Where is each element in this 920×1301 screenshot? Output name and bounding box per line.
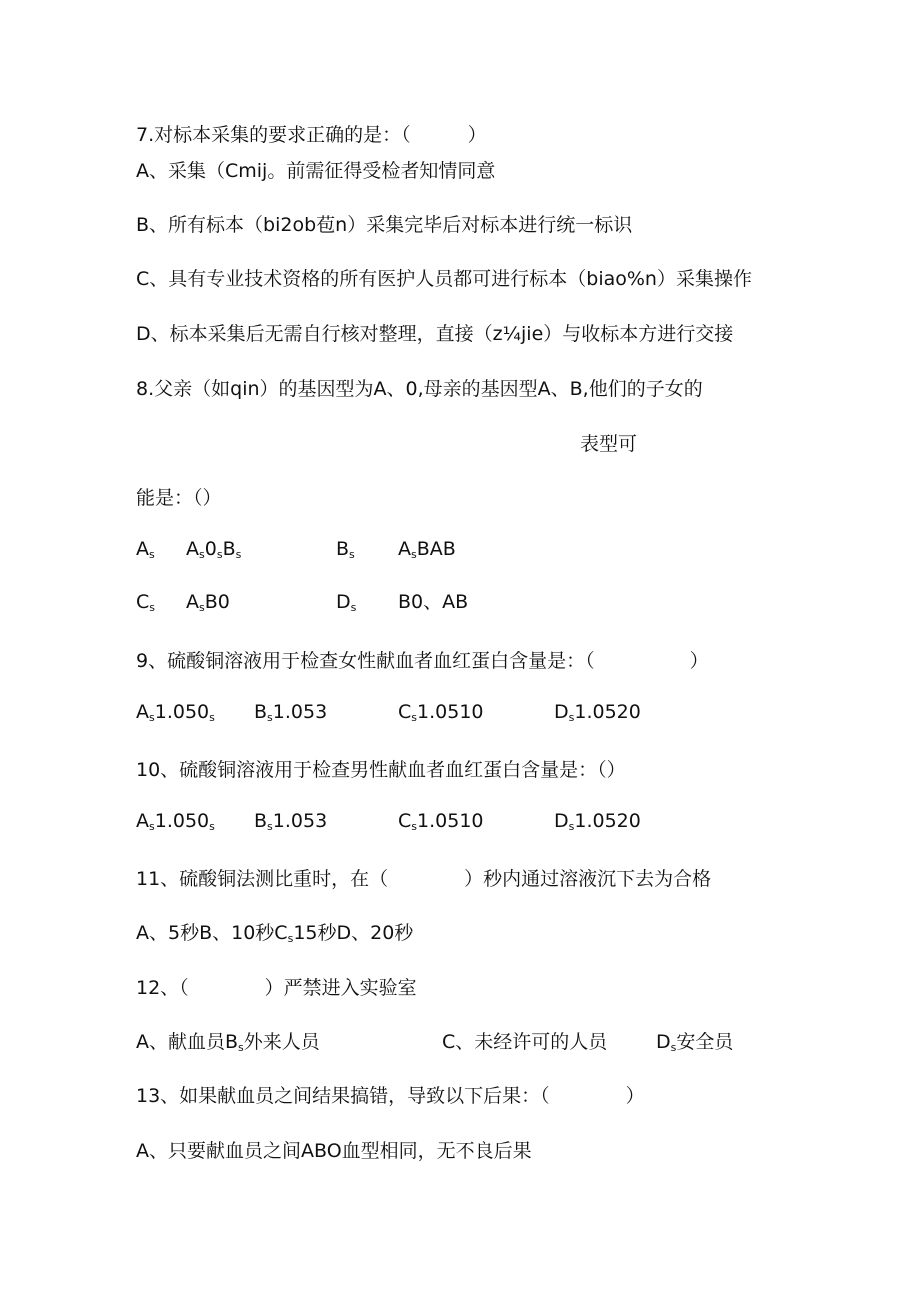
q10-option-b: $B_s1.053$ (254, 810, 328, 833)
question-8-part1: 8.父亲（如qin）的基因型为A、0,母亲的基因型A、B,他们的子女的 (136, 378, 703, 400)
q11-options: A、5秒B、10秒$C_s15$秒D、20秒 (136, 922, 414, 945)
q9-option-d: $D_s1.0520$ (554, 701, 641, 724)
q9-option-b: $B_s1.053$ (254, 701, 328, 724)
question-11: 11、硫酸铜法测比重时，在（ ）秒内通过溶液沉下去为合格 (136, 868, 712, 890)
q10-option-d: $D_s1.0520$ (554, 810, 641, 833)
q8-option-d-value: B0、AB (398, 591, 469, 613)
q7-option-b: B、所有标本（bi2ob苞n）采集完毕后对标本进行统一标识 (136, 214, 633, 236)
question-7: 7.对标本采集的要求正确的是：（ ） (136, 124, 487, 146)
q12-option-d: $D_s$安全员 (656, 1031, 734, 1054)
q8-option-b: $B_s$ (336, 538, 355, 561)
question-8-part3: 能是：（） (136, 487, 222, 509)
q8-option-a: $A_s$ (136, 538, 155, 561)
q10-option-c: $C_s1.0510$ (398, 810, 484, 833)
q12-option-a: A、献血员$B_s$外来人员 (136, 1031, 320, 1054)
q9-option-c: $C_s1.0510$ (398, 701, 484, 724)
q8-option-d: $D_s$ (336, 591, 357, 614)
q12-option-c: C、未经许可的人员 (442, 1031, 608, 1053)
q7-option-c: C、具有专业技术资格的所有医护人员都可进行标本（biao%n）采集操作 (136, 268, 752, 290)
question-12: 12、（ ）严禁进入实验室 (136, 977, 417, 999)
q9-option-a: $A_s1.050_s$ (136, 701, 215, 724)
option-label: A (136, 538, 149, 560)
q8-option-c-value: $A_sB0$ (186, 591, 230, 614)
question-8-part2: 表型可 (580, 433, 638, 455)
q13-option-a: A、只要献血员之间ABO血型相同，无不良后果 (136, 1140, 532, 1162)
q8-option-b-value: $A_sBAB$ (398, 538, 456, 561)
question-13: 13、如果献血员之间结果搞错，导致以下后果：（ ） (136, 1085, 645, 1107)
q7-option-d: D、标本采集后无需自行核对整理，直接（z¼jie）与收标本方进行交接 (136, 323, 734, 345)
question-9: 9、硫酸铜溶液用于检查女性献血者血红蛋白含量是：（ ） (136, 650, 709, 672)
q7-option-a: A、采集（Cmij。前需征得受检者知情同意 (136, 160, 496, 182)
question-10: 10、硫酸铜溶液用于检查男性献血者血红蛋白含量是：（） (136, 759, 626, 781)
q8-option-a-value: $A_s0_sB_s$ (186, 538, 242, 561)
q10-option-a: $A_s1.050_s$ (136, 810, 215, 833)
q8-option-c: $C_s$ (136, 591, 156, 614)
